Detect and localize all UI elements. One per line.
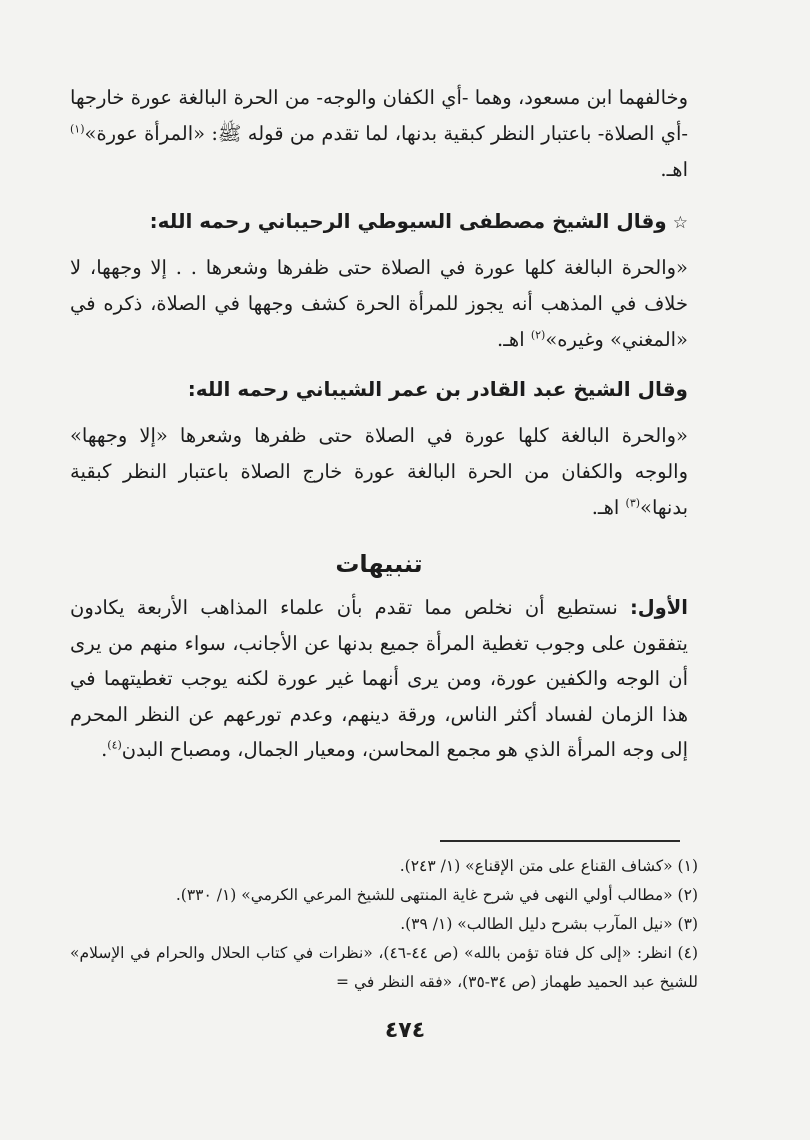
- paragraph-4-text: نستطيع أن نخلص مما تقدم بأن علماء المذاهب الأربعة يكادون يتفقون على وجوب تغطية المرأة جميع بدنها عن الأجانب، سواء منهم من يرى أن الوجه والكفين عورة، ومن يرى أنهما غير عورة لكنه يوجب تغطيتهما في هذا الزمان لفساد أكثر الناس، ورقة دينهم، وعدم تورعهم عن النظر المحرم إلى وجه المرأة الذي هو مجمع المحاسن، ومعيار الجمال، ومصباح البدن: [70, 596, 688, 761]
- section-title: تنبيهات: [335, 550, 423, 578]
- star-icon: ☆: [672, 213, 688, 233]
- paragraph-4-tail: .: [101, 738, 108, 761]
- paragraph-2-tail: اهـ.: [497, 328, 531, 351]
- paragraph-1-tail: اهـ.: [660, 158, 688, 181]
- footnote-ref-4: (٤): [107, 738, 122, 752]
- footnotes: [70, 852, 698, 997]
- paragraph-3: [70, 418, 688, 526]
- paragraph-4-lead: الأول:: [629, 596, 688, 619]
- paragraph-1: [70, 80, 688, 188]
- paragraph-2-text: «والحرة البالغة كلها عورة في الصلاة حتى ظفرها وشعرها . . إلا وجهها، لا خلاف في المذهب أنه يجوز للمرأة الحرة كشف وجهها في الصلاة، ذكره في «المغني» وغيره»: [70, 256, 688, 351]
- paragraph-2: [70, 250, 688, 358]
- paragraph-3-text: «والحرة البالغة كلها عورة في الصلاة حتى ظفرها وشعرها «إلا وجهها» والوجه والكفان من الحرة البالغة عورة خارج الصلاة باعتبار النظر كبقية بدنها»: [70, 424, 688, 519]
- footnote-3: (٣) «نيل المآرب بشرح دليل الطالب» (١/ ٣٩).: [400, 915, 698, 933]
- paragraph-1-text: وخالفهما ابن مسعود، وهما -أي الكفان والوجه- من الحرة البالغة عورة خارجها -أي الصلاة- باعتبار النظر كبقية بدنها، لما تقدم من قوله ﷺ: «المرأة عورة»: [70, 86, 688, 145]
- paragraph-3-tail: اهـ.: [591, 496, 626, 519]
- page-number: ٤٧٤: [384, 1018, 426, 1043]
- paragraph-4: [70, 590, 688, 768]
- page-body: [70, 80, 688, 768]
- heading-shaybani: وقال الشيخ عبد القادر بن عمر الشيباني رحمه الله:: [187, 377, 688, 401]
- footnote-ref-2: (٢): [530, 328, 546, 342]
- heading-rahibani-text: وقال الشيخ مصطفى السيوطي الرحيباني رحمه الله:: [149, 209, 667, 233]
- footnote-4: (٤) انظر: «إلى كل فتاة تؤمن بالله» (ص ٤٤-٤٦)، «نظرات في كتاب الحلال والحرام في الإسلام» للشيخ عبد الحميد طهماز (ص ٣٤-٣٥)، «فقه النظر في =: [70, 944, 698, 991]
- footnote-1: (١) «كشاف القناع على متن الإقناع» (١/ ٢٤٣).: [399, 857, 698, 875]
- footnote-ref-3: (٣): [625, 496, 641, 510]
- footnote-ref-1: (١): [70, 122, 85, 136]
- footnote-divider: [440, 840, 680, 842]
- footnote-2: (٢) «مطالب أولي النهى في شرح غاية المنتهى للشيخ المرعي الكرمي» (١/ ٣٣٠).: [175, 886, 698, 904]
- heading-rahibani: [70, 202, 688, 242]
